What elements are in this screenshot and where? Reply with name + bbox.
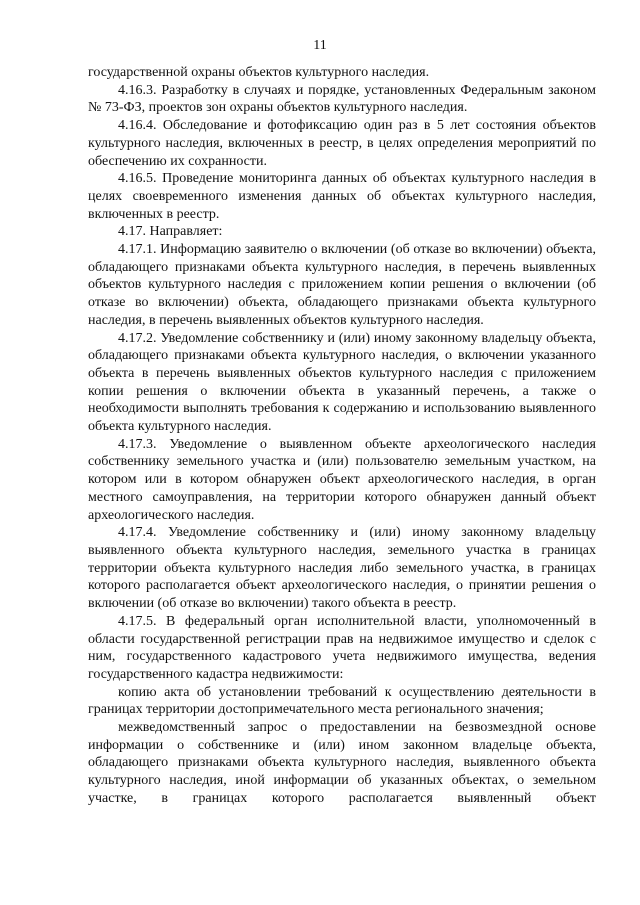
paragraph-4-17-1: 4.17.1. Информацию заявителю о включении (об отказе во включении) объекта, обладающего признаками объекта культурного наследия, в перечень выявленных объектов культурного наследия с приложением копии решения о включении (об отказе во включении) объекта, обладающего признаками объекта культурного наследия, в перечень выявленных объектов культурного наследия. <box>88 242 596 328</box>
paragraph-act-copy: копию акта об установлении требований к осуществлению деятельности в границах территории достопримечательного места регионального значения; <box>88 684 596 718</box>
paragraph-interagency-request: межведомственный запрос о предоставлении на безвозмездной основе информации о собственнике и (или) ином законном владельце объекта, обладающего признаками объекта культурного наследия, выявленного объекта культурного наследия, иной информации об указанных объектах, о земельном участке, в границах которого располагается выявленный объект <box>88 720 596 806</box>
document-body <box>88 64 596 808</box>
paragraph-4-17-5: 4.17.5. В федеральный орган исполнительной власти, уполномоченный в области государственной регистрации прав на недвижимое имущество и сделок с ним, государственного кадастрового учета недвижимого имущества, ведения государственного кадастра недвижимости: <box>88 613 596 682</box>
paragraph-4-16-3: 4.16.3. Разработку в случаях и порядке, установленных Федеральным законом № 73-ФЗ, проектов зон охраны объектов культурного наследия. <box>88 82 596 116</box>
paragraph-4-17-2: 4.17.2. Уведомление собственнику и (или) иному законному владельцу объекта, обладающего признаками объекта культурного наследия, о включении указанного объекта в перечень выявленных объектов культурного наследия с приложением копии решения о включении объекта в указанный перечень, а также о необходимости выполнять требования к содержанию и использованию выявленного объекта культурного наследия. <box>88 330 596 435</box>
page-number: 11 <box>313 38 327 53</box>
paragraph-continuation: государственной охраны объектов культурного наследия. <box>88 65 430 80</box>
paragraph-4-17: 4.17. Направляет: <box>118 224 223 240</box>
paragraph-4-16-5: 4.16.5. Проведение мониторинга данных об объектах культурного наследия в целях своевременного изменения данных об объектах культурного наследия, включенных в реестр. <box>88 171 596 222</box>
paragraph-4-16-4: 4.16.4. Обследование и фотофиксацию один раз в 5 лет состояния объектов культурного наследия, включенных в реестр, в целях определения мероприятий по обеспечению их сохранности. <box>88 118 596 169</box>
paragraph-4-17-4: 4.17.4. Уведомление собственнику и (или) иному законному владельцу выявленного объекта культурного наследия, земельного участка в границах территории объекта культурного наследия либо земельного участка, в границах которого располагается объект археологического наследия, о принятии решения о включении (об отказе во включении) такого объекта в реестр. <box>88 525 596 612</box>
paragraph-4-17-3: 4.17.3. Уведомление о выявленном объекте археологического наследия собственнику земельного участка и (или) пользователю земельным участком, на котором или в котором обнаружен объект археологического наследия, в орган местного самоуправления, на территории которого обнаружен данный объект археологического наследия. <box>88 436 596 523</box>
